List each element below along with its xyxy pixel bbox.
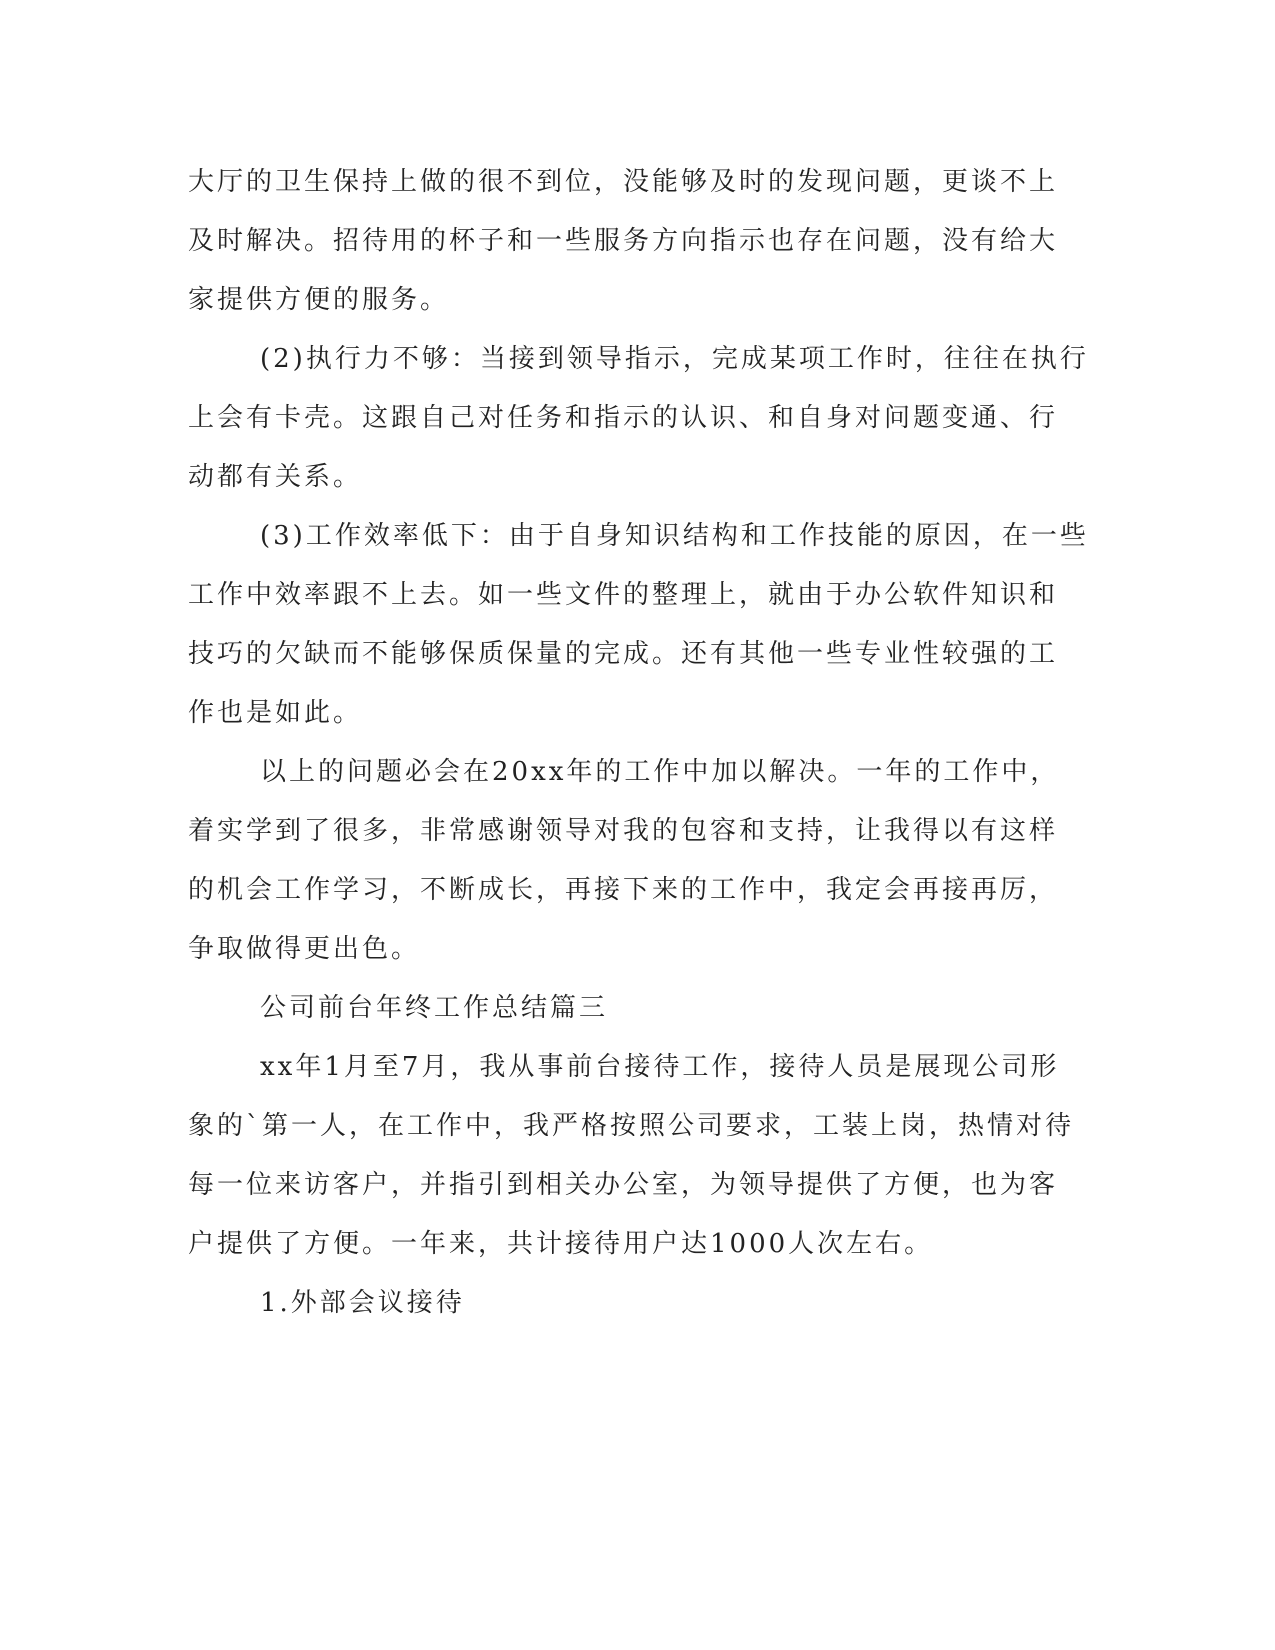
text-line: 动都有关系。 <box>188 462 363 492</box>
text-line: xx年1月至7月，我从事前台接待工作，接待人员是展现公司形 <box>260 1052 1060 1082</box>
text-line: (3)工作效率低下：由于自身知识结构和工作技能的原因，在一些 <box>260 521 1089 551</box>
text-line: 每一位来访客户，并指引到相关办公室，为领导提供了方便，也为客 <box>188 1170 1059 1200</box>
text-line: 技巧的欠缺而不能够保质保量的完成。还有其他一些专业性较强的工 <box>188 639 1059 669</box>
text-line: (2)执行力不够：当接到领导指示，完成某项工作时，往往在执行 <box>260 344 1089 374</box>
text-line: 工作中效率跟不上去。如一些文件的整理上，就由于办公软件知识和 <box>188 580 1059 610</box>
text-line: 的机会工作学习，不断成长，再接下来的工作中，我定会再接再厉， <box>188 875 1059 905</box>
text-line: 争取做得更出色。 <box>188 934 421 964</box>
text-line: 及时解决。招待用的杯子和一些服务方向指示也存在问题，没有给大 <box>188 226 1059 256</box>
text-line: 上会有卡壳。这跟自己对任务和指示的认识、和自身对问题变通、行 <box>188 403 1059 433</box>
subsection-heading: 1.外部会议接待 <box>260 1288 465 1318</box>
text-line: 以上的问题必会在20xx年的工作中加以解决。一年的工作中， <box>260 757 1060 787</box>
text-line: 作也是如此。 <box>188 698 363 728</box>
section-heading: 公司前台年终工作总结篇三 <box>260 993 609 1023</box>
text-line: 户提供了方便。一年来，共计接待用户达1000人次左右。 <box>188 1229 934 1259</box>
text-line: 家提供方便的服务。 <box>188 285 450 315</box>
text-line: 着实学到了很多，非常感谢领导对我的包容和支持，让我得以有这样 <box>188 816 1059 846</box>
text-line: 大厅的卫生保持上做的很不到位，没能够及时的发现问题，更谈不上 <box>188 167 1059 197</box>
text-line: 象的`第一人，在工作中，我严格按照公司要求，工装上岗，热情对待 <box>188 1111 1075 1141</box>
